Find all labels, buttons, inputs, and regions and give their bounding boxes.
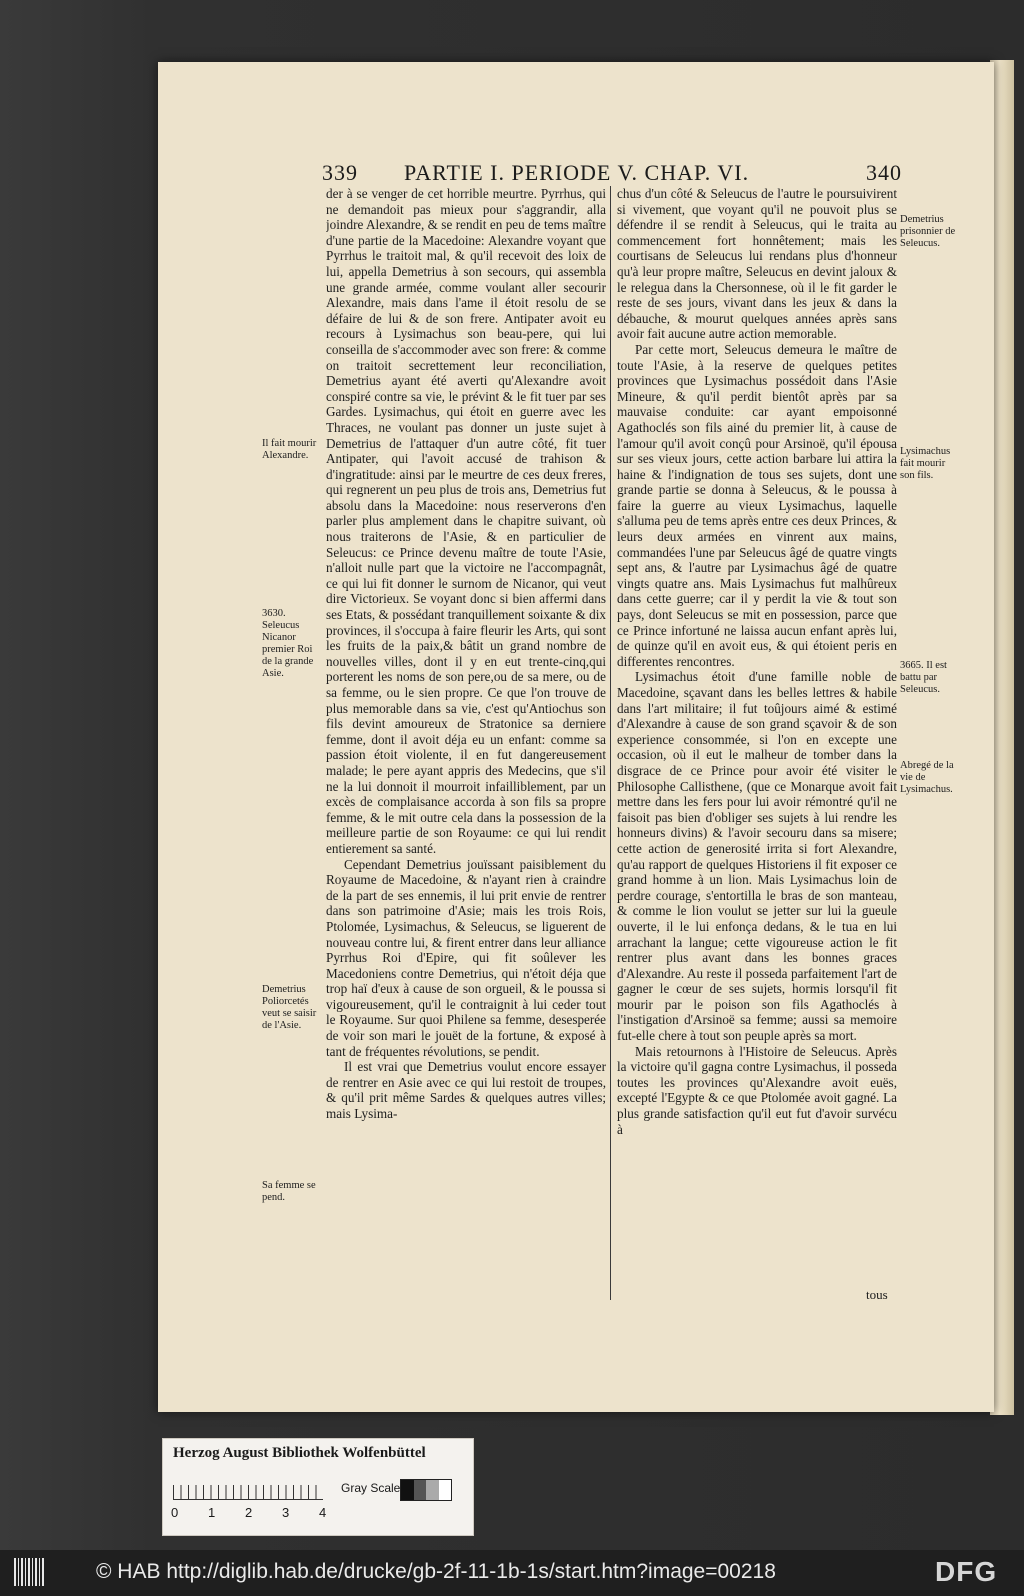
ruler-number: 3	[282, 1505, 290, 1520]
paragraph: Lysimachus étoit d'une famille noble de Macedoine, sçavant dans les belles lettres & habile dans l'art militaire; il fut toûjours aimé & estimé d'Alexandre à cause de son grand sçavoir & de son experience consommée, si l'on en excepte une occasion, où il eut le malheur de tomber dans la disgrace de ce Prince pour avoir été visiter le Philosophe Callisthene, (que ce Monarque avoit fait mettre dans les fers pour lui avoir rémontré qu'il ne faisoit pas bien d'obliger ses sujets à lui rendre les honneurs divins) & l'avoir secouru dans sa misere; cette action de generosité irrita si fort Alexandre, qu'au rapport de quelques Historiens il fit exposer ce grand homme à un lion. Mais Lysimachus loin de perdre courage, s'entortilla le bras de son manteau, & comme le lion voulut se jetter sur lui la gueule ouverte, il le lui enfonça dedans, & le tua en lui arrachant la langue; cette vigoureuse action le fit rentrer plus avant dans les bonnes graces d'Alexandre. Au reste il posseda parfaitement l'art de gagner le cœur de ses sujets, hormis lorsqu'il fit mourir par le poison son fils Agathoclés à l'instigation d'Arsinoë sa femme; aussi sa memoire fut-elle chere à tout son peuple après sa mort.	[617, 669, 897, 1044]
catchword: tous	[866, 1287, 888, 1302]
header-title: PARTIE I. PERIODE V. CHAP. VI.	[404, 160, 750, 185]
column-divider	[610, 186, 611, 1300]
margin-note-right: Lysimachus fait mourir son fils.	[900, 446, 951, 481]
barcode-icon	[14, 1558, 44, 1586]
ruler-number: 4	[319, 1505, 327, 1520]
paragraph: chus d'un côté & Seleucus de l'autre le poursuivirent si vivement, que voyant qu'il ne pouvoit plus se défendre il se rendit à Seleucus, qui le traita au commencement fort honnêtement; mais les courtisans de Seleucus lui rendans plus d'honneur qu'à leur propre maître, Seleucus en devint jaloux & le relegua dans la Chersonnese, où il le fit garder le reste de ses jours, vivant dans les jeux & dans la débauche, & mourut quelques années après sans avoir fait aucune autre action memorable.	[617, 186, 897, 342]
margin-note-left: 3630. Seleucus Nicanor premier Roi de la grande Asie.	[262, 608, 314, 679]
margin-note-left: Demetrius Poliorcetés veut se saisir de l'Asie.	[262, 984, 317, 1031]
margin-note-right: Abregé de la vie de Lysimachus.	[900, 760, 954, 795]
paragraph: Par cette mort, Seleucus demeura le maître de toute l'Asie, à la reserve de quelques petites provinces que Lysimachus possédoit dans l'Asie Mineure, & qu'il perdit bientôt après par sa mauvaise conduite: car ayant empoisonné Agathoclés son fils ainé du premier lit, à cause de l'amour qu'il avoit conçû pour Arsinoë, qu'il épousa sur ses vieux jours, cette action barbare lui attira la haine & l'indignation de tous ses sujets, dont une grande partie se donna à Seleucus, & le poussa à faire la guerre au vieux Lysimachus, laquelle s'alluma peu de tems après entre ces deux Princes, & leurs deux armées en vinrent aux mains, commandées l'une par Seleucus âgé de quatre vingts sept ans, & l'autre par Lysimachus âgé de quatre vingts quatre ans. Mais Lysimachus fut malhûreux dans cette guerre; car il y perdit la vie & tout son pays, dont Seleucus se mit en possession, parce que ce Prince infortuné ne laissa aucun enfant après lui, de quinze qu'il en avoit eus, & qui étoient peris en differentes rencontres.	[617, 341, 897, 669]
paragraph: Il est vrai que Demetrius voulut encore essayer de rentrer en Asie avec ce qui lui restoit de troupes, & qu'il prit même Sardes & quelques autres villes; mais Lysima-	[326, 1059, 606, 1122]
right-text-column	[617, 186, 897, 1298]
margin-note-right: Demetrius prisonnier de Seleucus.	[900, 214, 956, 249]
paragraph: Mais retournons à l'Histoire de Seleucus. Après la victoire qu'il gagna contre Lysimachus, il posseda toutes les provinces qu'Alexandre avoit euës, excepté l'Egypte & ce que Ptolomée avoit gagné. La plus grande satisfaction qu'il eut fut d'avoir survécu à	[617, 1043, 897, 1137]
footer-bar	[0, 1550, 1024, 1596]
left-text-column	[326, 186, 606, 1288]
ruler-number: 2	[245, 1505, 253, 1520]
gray-scale-label: Gray Scale	[341, 1481, 401, 1495]
ruler-number: 0	[171, 1505, 179, 1520]
scale-ruler	[173, 1473, 323, 1500]
margin-note-left: Sa femme se pend.	[262, 1180, 316, 1203]
dfg-logo: DFG	[935, 1556, 998, 1587]
paragraph: Cependant Demetrius jouïssant paisiblement du Royaume de Macedoine, & n'ayant rien à craindre de la part de ses ennemis, il lui prit envie de rentrer dans son patrimoine d'Asie; mais les trois Rois, Ptolomée, Lysimachus, & Seleucus, se liguerent de nouveau contre lui, & firent entrer dans leur alliance Pyrrhus Roi d'Epire, qui fit soûlever les Macedoniens contre Demetrius, qui n'étoit déja que trop haï d'eux à cause de son orgueil, & le poussa si vigoureusement, qu'il le contraignit à lui ceder tout le Royaume. Sur quoi Philene sa femme, desesperée de voir son mari le jouët de la fortune, & exposé à tant de fréquentes révolutions, se pendit.	[326, 856, 606, 1059]
page-number-right: 340	[866, 160, 902, 185]
library-name: Herzog August Bibliothek Wolfenbüttel	[173, 1445, 426, 1461]
paragraph: der à se venger de cet horrible meurtre. Pyrrhus, qui ne demandoit pas mieux pour s'aggrandir, alla joindre Alexandre, & se rendit en peu de tems maître d'une partie de la Macedoine: Alexandre voyant que Pyrrhus le traitoit mal, & qu'il recevoit des loix de lui, appella Demetrius à son secours, qui assembla une grande armée, comme voulant aller secourir Alexandre, mais dans l'ame il étoit resolu de se défaire de lui & de son frere. Antipater avoit eu recours à Lysimachus son beau-pere, qui lui conseilla de s'accommoder avec son frere: & comme on traitoit secrettement leur reconciliation, Demetrius ayant été averti qu'Alexandre avoit conspiré contre sa vie, le prévint & le fit tuer par ses Gardes. Lysimachus, qui étoit en guerre avec les Thraces, ne voulant pas donner un juste sujet à Demetrius de l'attaquer d'un autre côté, fit tuer Antipater, qui l'avoit accusé de trahison & d'ingratitude: ainsi par le meurtre de ces deux freres, qui regnerent un peu plus de trois ans, Demetrius fut absolu dans la Macedoine: nous reserverons d'en parler plus amplement dans le chapitre suivant, où nous traiterons de l'Asie, & en particulier de Seleucus: ce Prince devenu maître de toute l'Asie, n'alloit nulle part que la victoire ne l'accompagnât, ce qui lui fit donner le surnom de Nicanor, qui veut dire Victorieux. Se voyant donc si bien affermi dans ses Etats, & possédant tranquillement soixante & dix provinces, il s'occupa à faire fleurir les Arts, qui sont les fruits de la paix,& bâtit un grand nombre de nouvelles villes, dont il y en eut trente-cinq,qui porterent les noms de son pere,ou de sa mere, ou de sa femme, ou le sien propre. Ce que l'on trouve de plus memorable dans sa vie, c'est qu'Antiochus son fils devint amoureux de Stratonice sa derniere femme, dont il avoit déja eu un enfant: comme sa passion étoit violente, il en fut dangereusement malade; le pere ayant appris des Medecins, que s'il ne la lui donnoit il mourroit infailliblement, par un excès de complaisance accorda à son fils sa propre femme, & le mit outre cela dans la possession de la meilleure partie de son Royaume: ce qui lui rendit entierement sa santé.	[326, 186, 606, 856]
gray-scale-bar	[400, 1479, 452, 1501]
ruler-number: 1	[208, 1505, 216, 1520]
running-header	[322, 160, 902, 188]
page-number-left: 339	[322, 160, 358, 185]
library-color-card	[162, 1438, 474, 1536]
margin-note-right: 3665. Il est battu par Seleucus.	[900, 660, 947, 695]
source-url[interactable]: © HAB http://diglib.hab.de/drucke/gb-2f-11-1b-1s/start.htm?image=00218	[96, 1560, 776, 1583]
margin-note-left: Il fait mourir Alexandre.	[262, 438, 317, 461]
